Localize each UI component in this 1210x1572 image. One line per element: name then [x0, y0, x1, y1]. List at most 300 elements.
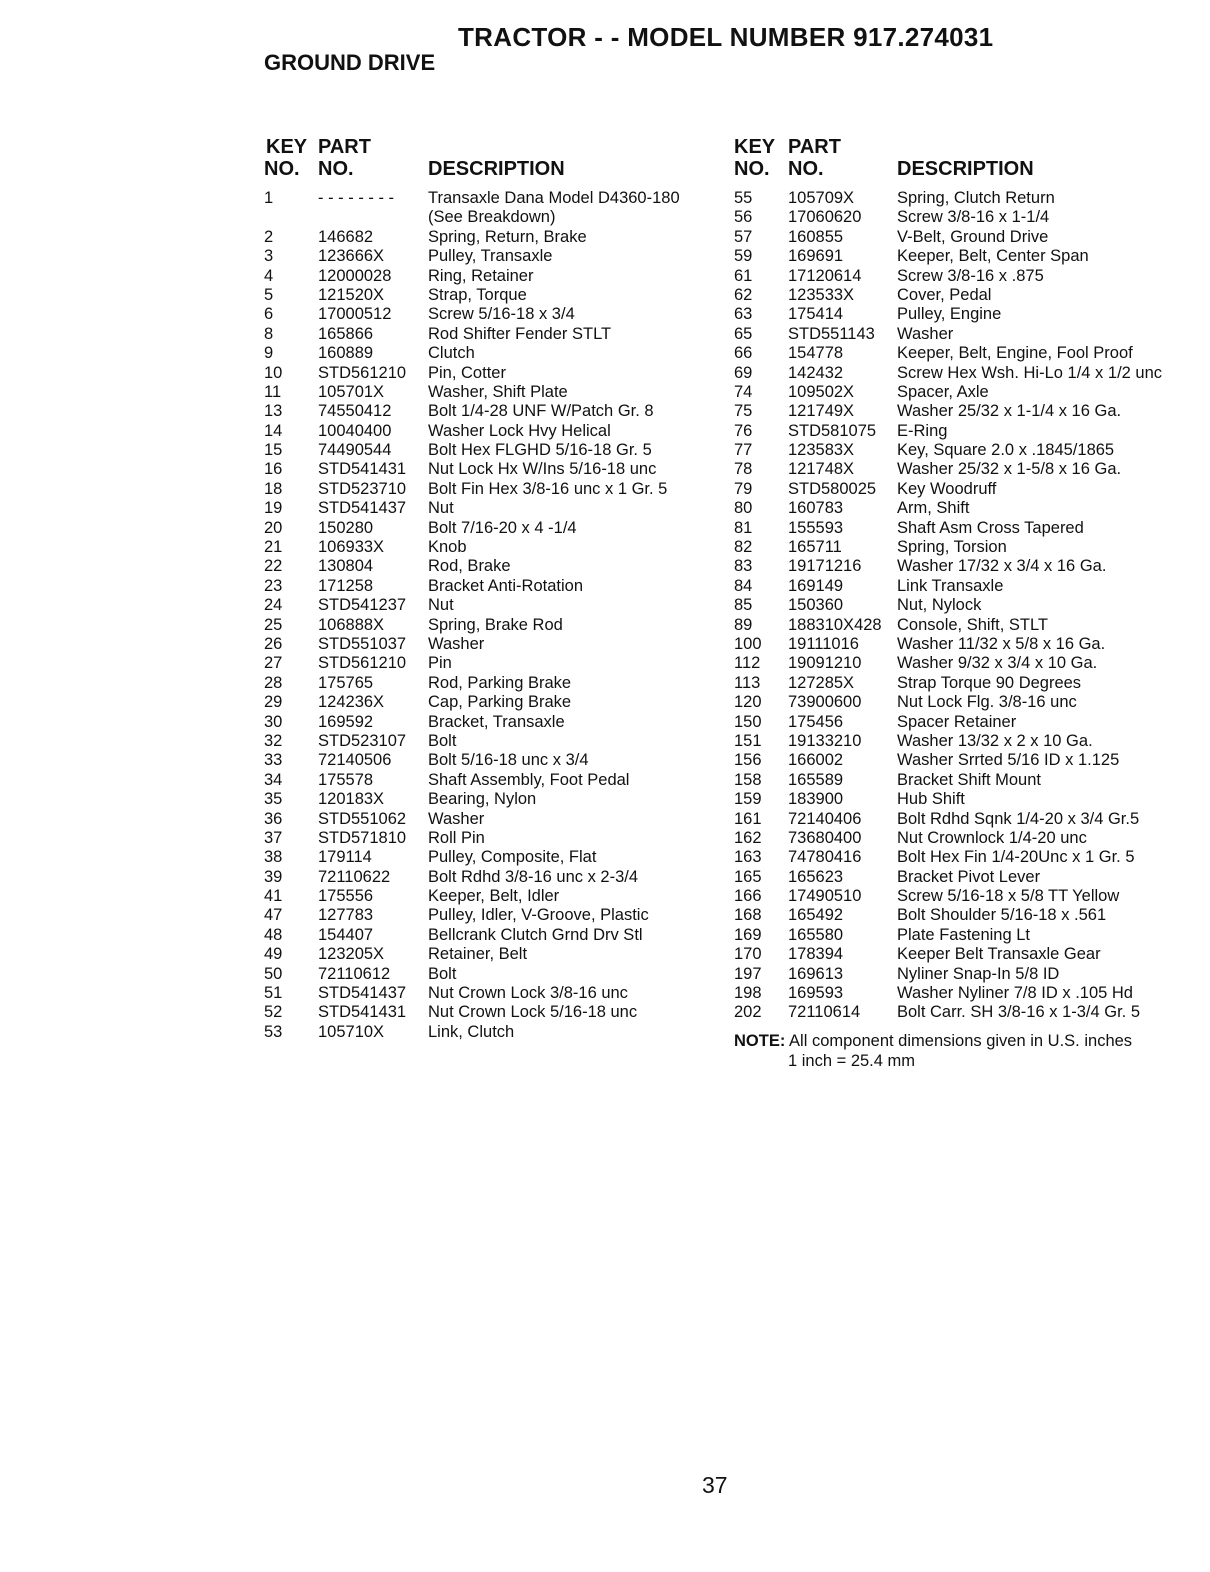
table-row — [734, 519, 1204, 538]
table-row — [734, 868, 1204, 887]
part-description: Nyliner Snap-In 5/8 ID — [897, 964, 1060, 983]
key-number: 57 — [734, 227, 753, 246]
table-row — [264, 480, 724, 499]
part-number: 109502X — [788, 382, 855, 401]
key-number: 78 — [734, 460, 753, 479]
part-number: 127285X — [788, 673, 855, 692]
part-description: Console, Shift, STLT — [897, 615, 1049, 634]
part-number: 19111016 — [788, 634, 859, 653]
part-description: Pulley, Idler, V-Groove, Plastic — [428, 906, 649, 925]
part-description: Washer 9/32 x 3/4 x 10 Ga. — [897, 654, 1098, 673]
part-number: 121520X — [318, 285, 385, 304]
key-number: 34 — [264, 770, 283, 789]
table-row — [264, 1023, 724, 1042]
table-row — [264, 906, 724, 925]
table-row — [734, 654, 1204, 673]
key-number: 52 — [264, 1003, 283, 1022]
part-description: Pin — [428, 654, 452, 673]
part-number: 150280 — [318, 518, 374, 537]
part-number: STD551062 — [318, 809, 407, 828]
note-conversion: 1 inch = 25.4 mm — [788, 1051, 916, 1070]
key-number: 27 — [264, 654, 283, 673]
key-number: 65 — [734, 324, 753, 343]
key-number: 162 — [734, 828, 762, 847]
part-number: 165580 — [788, 925, 844, 944]
section-title: GROUND DRIVE — [264, 50, 436, 75]
key-number: 151 — [734, 731, 762, 750]
part-number: 12000028 — [318, 266, 392, 285]
table-row — [734, 499, 1204, 518]
table-row — [264, 519, 724, 538]
part-number: 175578 — [318, 770, 374, 789]
part-number: STD571810 — [318, 828, 407, 847]
key-number: 38 — [264, 848, 283, 867]
key-number: 37 — [264, 828, 283, 847]
part-number: STD523107 — [318, 731, 407, 750]
part-description: Spring, Return, Brake — [428, 227, 587, 246]
table-row — [264, 402, 724, 421]
part-number: STD541431 — [318, 1003, 407, 1022]
part-description: Clutch — [428, 344, 475, 363]
part-number: 73900600 — [788, 693, 862, 712]
part-description: Pin, Cotter — [428, 363, 506, 382]
part-description: Screw 5/16-18 x 5/8 TT Yellow — [897, 887, 1120, 906]
key-number: 84 — [734, 576, 753, 595]
part-number: 160783 — [788, 499, 844, 518]
part-description: Screw 3/8-16 x 1-1/4 — [897, 208, 1050, 227]
header-key: KEY — [734, 136, 776, 158]
part-description: Washer Nyliner 7/8 ID x .105 Hd — [897, 984, 1133, 1003]
parts-list — [734, 189, 1204, 1023]
table-row — [264, 422, 724, 441]
part-number: 155593 — [788, 518, 844, 537]
part-number: 123533X — [788, 285, 855, 304]
table-row — [264, 383, 724, 402]
key-number: 202 — [734, 1003, 762, 1022]
part-number: 121749X — [788, 402, 855, 421]
part-number: 169613 — [788, 964, 844, 983]
part-number: 165866 — [318, 324, 374, 343]
part-description: Spring, Clutch Return — [897, 189, 1055, 207]
table-row — [734, 945, 1204, 964]
part-number: 124236X — [318, 693, 385, 712]
key-number: 120 — [734, 693, 762, 712]
table-row — [734, 674, 1204, 693]
key-number: 113 — [734, 673, 761, 692]
key-number: 3 — [264, 247, 274, 266]
part-description: E-Ring — [897, 421, 948, 440]
part-description: Bracket Shift Mount — [897, 770, 1041, 789]
parts-table-left — [264, 136, 724, 1042]
key-number: 69 — [734, 363, 753, 382]
table-row — [264, 441, 724, 460]
key-number: 66 — [734, 344, 753, 363]
table-row — [264, 616, 724, 635]
table-row — [264, 674, 724, 693]
part-description: Cover, Pedal — [897, 285, 992, 304]
part-description: Bolt — [428, 964, 457, 983]
key-number: 1 — [264, 189, 274, 207]
part-number: STD580025 — [788, 479, 877, 498]
table-row — [264, 499, 724, 518]
key-number: 158 — [734, 770, 762, 789]
table-row — [734, 422, 1204, 441]
part-description: Bracket, Transaxle — [428, 712, 565, 731]
header-part-no: NO. — [318, 158, 354, 180]
key-number: 166 — [734, 887, 762, 906]
part-number: 171258 — [318, 576, 374, 595]
part-description: Keeper, Belt, Engine, Fool Proof — [897, 344, 1133, 363]
key-number: 47 — [264, 906, 283, 925]
table-row — [734, 829, 1204, 848]
part-description: Bolt Rdhd Sqnk 1/4-20 x 3/4 Gr.5 — [897, 809, 1140, 828]
key-number: 5 — [264, 285, 274, 304]
part-number: 169149 — [788, 576, 844, 595]
part-number: STD523710 — [318, 479, 407, 498]
table-row — [734, 887, 1204, 906]
part-description: Keeper, Belt, Center Span — [897, 247, 1089, 266]
key-number: 13 — [264, 402, 283, 421]
part-number: 146682 — [318, 227, 374, 246]
key-number: 163 — [734, 848, 762, 867]
table-row — [264, 325, 724, 344]
part-number: 72110612 — [318, 964, 391, 983]
key-number: 32 — [264, 731, 283, 750]
key-number: 198 — [734, 984, 762, 1003]
key-number: 81 — [734, 518, 753, 537]
header-part: PART — [318, 136, 371, 158]
part-number: 121748X — [788, 460, 855, 479]
part-description: Strap Torque 90 Degrees — [897, 673, 1082, 692]
key-number: 165 — [734, 867, 762, 886]
key-number: 18 — [264, 479, 283, 498]
table-row — [734, 208, 1204, 227]
part-number: 17060620 — [788, 208, 862, 227]
part-number: 183900 — [788, 790, 844, 809]
part-number: 169593 — [788, 984, 844, 1003]
table-row — [734, 402, 1204, 421]
key-number: 28 — [264, 673, 283, 692]
part-description: Spring, Brake Rod — [428, 615, 563, 634]
table-row — [264, 228, 724, 247]
part-number: 105701X — [318, 382, 385, 401]
part-number: 154407 — [318, 925, 374, 944]
key-number: 16 — [264, 460, 283, 479]
key-number: 168 — [734, 906, 762, 925]
key-number: 56 — [734, 208, 753, 227]
key-number: 79 — [734, 479, 753, 498]
key-number: 100 — [734, 634, 762, 653]
part-number: - - - - - - - - — [318, 189, 395, 207]
part-description: Bolt — [428, 731, 457, 750]
table-row — [734, 364, 1204, 383]
key-number: 39 — [264, 867, 283, 886]
part-description: Bolt 7/16-20 x 4 -1/4 — [428, 518, 577, 537]
part-number: 17490510 — [788, 887, 862, 906]
note-text: All component dimensions given in U.S. inches — [789, 1031, 1133, 1050]
table-row — [264, 189, 724, 208]
part-description: Key, Square 2.0 x .1845/1865 — [897, 441, 1115, 460]
key-number: 26 — [264, 634, 283, 653]
part-number: 160855 — [788, 227, 844, 246]
key-number: 51 — [264, 984, 283, 1003]
part-number: STD551037 — [318, 634, 407, 653]
part-description: Bracket Pivot Lever — [897, 867, 1041, 886]
part-number: 106933X — [318, 538, 385, 557]
key-number: 22 — [264, 557, 283, 576]
key-number: 50 — [264, 964, 283, 983]
part-number: STD561210 — [318, 654, 407, 673]
key-number: 59 — [734, 247, 753, 266]
key-number: 62 — [734, 285, 753, 304]
part-description: Spacer, Axle — [897, 382, 989, 401]
table-row — [264, 984, 724, 1003]
key-number: 33 — [264, 751, 283, 770]
part-description: Bolt Rdhd 3/8-16 unc x 2-3/4 — [428, 867, 639, 886]
table-row — [264, 596, 724, 615]
part-description: Bolt Fin Hex 3/8-16 unc x 1 Gr. 5 — [428, 479, 668, 498]
table-row — [734, 984, 1204, 1003]
key-number: 82 — [734, 538, 753, 557]
part-description: Keeper, Belt, Idler — [428, 887, 560, 906]
part-number: 178394 — [788, 945, 844, 964]
table-row — [264, 286, 724, 305]
part-description: Nut Crownlock 1/4-20 unc — [897, 828, 1087, 847]
table-row — [264, 557, 724, 576]
table-row — [734, 965, 1204, 984]
header-key: KEY — [266, 136, 308, 158]
table-row — [264, 247, 724, 266]
table-row — [264, 790, 724, 809]
part-description: Washer, Shift Plate — [428, 382, 568, 401]
table-row — [264, 1003, 724, 1022]
part-description: Bearing, Nylon — [428, 790, 537, 809]
part-number: 19091210 — [788, 654, 862, 673]
key-number: 169 — [734, 925, 762, 944]
part-number: 142432 — [788, 363, 844, 382]
key-number: 19 — [264, 499, 283, 518]
key-number: 24 — [264, 596, 283, 615]
part-number: 123205X — [318, 945, 385, 964]
table-row — [264, 635, 724, 654]
key-number: 21 — [264, 538, 283, 557]
key-number: 4 — [264, 266, 274, 285]
part-description: Washer Srrted 5/16 ID x 1.125 — [897, 751, 1120, 770]
part-number: 123666X — [318, 247, 385, 266]
part-description: Knob — [428, 538, 467, 557]
part-description: Spacer Retainer — [897, 712, 1017, 731]
part-number: 166002 — [788, 751, 844, 770]
part-number: 169691 — [788, 247, 844, 266]
part-number: STD561210 — [318, 363, 407, 382]
part-number: 123583X — [788, 441, 855, 460]
page-title: TRACTOR - - MODEL NUMBER 917.274031 — [458, 22, 994, 52]
part-description: Screw 5/16-18 x 3/4 — [428, 305, 575, 324]
part-number: 165623 — [788, 867, 844, 886]
part-description: Transaxle Dana Model D4360-180 — [428, 189, 680, 207]
key-number: 170 — [734, 945, 762, 964]
part-description: Arm, Shift — [897, 499, 970, 518]
table-row — [264, 208, 724, 227]
part-description: Nut Lock Hx W/Ins 5/16-18 unc — [428, 460, 657, 479]
part-number: 165711 — [788, 538, 842, 557]
table-row — [264, 693, 724, 712]
key-number: 49 — [264, 945, 283, 964]
table-row — [264, 887, 724, 906]
key-number: 112 — [734, 654, 761, 673]
part-number: 19133210 — [788, 731, 862, 750]
part-number: STD541431 — [318, 460, 407, 479]
part-description: V-Belt, Ground Drive — [897, 227, 1049, 246]
key-number: 75 — [734, 402, 753, 421]
key-number: 25 — [264, 615, 283, 634]
table-row — [264, 364, 724, 383]
part-description: Plate Fastening Lt — [897, 925, 1030, 944]
table-row — [734, 344, 1204, 363]
part-number: 169592 — [318, 712, 374, 731]
header-description: DESCRIPTION — [428, 158, 565, 180]
part-number: 188310X428 — [788, 615, 882, 634]
table-row — [734, 790, 1204, 809]
part-description: Ring, Retainer — [428, 266, 534, 285]
key-number: 23 — [264, 576, 283, 595]
key-number: 53 — [264, 1022, 283, 1041]
key-number: 61 — [734, 266, 753, 285]
part-description: Bolt Carr. SH 3/8-16 x 1-3/4 Gr. 5 — [897, 1003, 1141, 1022]
part-number: 17000512 — [318, 305, 392, 324]
table-row — [734, 596, 1204, 615]
part-number: STD541437 — [318, 984, 407, 1003]
table-row — [734, 732, 1204, 751]
table-row — [734, 848, 1204, 867]
header-part: PART — [788, 136, 841, 158]
part-description: Screw Hex Wsh. Hi-Lo 1/4 x 1/2 unc — [897, 363, 1163, 382]
key-number: 9 — [264, 344, 274, 363]
part-description: Bolt 1/4-28 UNF W/Patch Gr. 8 — [428, 402, 654, 421]
part-description: Washer 25/32 x 1-1/4 x 16 Ga. — [897, 402, 1122, 421]
header-no: NO. — [264, 158, 300, 180]
part-description: Pulley, Composite, Flat — [428, 848, 597, 867]
parts-list — [264, 189, 724, 1042]
key-number: 6 — [264, 305, 274, 324]
part-description: Key Woodruff — [897, 479, 997, 498]
table-row — [734, 616, 1204, 635]
part-description: Pulley, Transaxle — [428, 247, 553, 266]
header-part-no: NO. — [788, 158, 824, 180]
key-number: 15 — [264, 441, 283, 460]
table-row — [734, 286, 1204, 305]
part-description: Nut — [428, 499, 454, 518]
key-number: 10 — [264, 363, 283, 382]
table-row — [264, 829, 724, 848]
key-number: 89 — [734, 615, 753, 634]
key-number: 85 — [734, 596, 753, 615]
part-number: 127783 — [318, 906, 374, 925]
part-description: Link Transaxle — [897, 576, 1004, 595]
key-number: 63 — [734, 305, 753, 324]
part-description: Pulley, Engine — [897, 305, 1002, 324]
table-row — [734, 267, 1204, 286]
table-row — [734, 441, 1204, 460]
table-row — [264, 460, 724, 479]
table-header — [264, 136, 724, 182]
part-number: STD551143 — [788, 324, 875, 343]
key-number: 2 — [264, 227, 274, 246]
key-number: 55 — [734, 189, 753, 207]
part-number: 130804 — [318, 557, 374, 576]
part-description: Nut Lock Flg. 3/8-16 unc — [897, 693, 1077, 712]
table-row — [734, 906, 1204, 925]
part-number: 105709X — [788, 189, 855, 207]
table-row — [264, 771, 724, 790]
parts-table-right — [734, 136, 1204, 1071]
part-number: 19171216 — [788, 557, 862, 576]
part-description: Spring, Torsion — [897, 538, 1007, 557]
part-description: Washer — [897, 324, 954, 343]
table-row — [734, 693, 1204, 712]
table-row — [264, 344, 724, 363]
part-number: STD541437 — [318, 499, 407, 518]
part-description: Washer 11/32 x 5/8 x 16 Ga. — [897, 634, 1106, 653]
part-description: Strap, Torque — [428, 285, 527, 304]
key-number: 76 — [734, 421, 753, 440]
part-description: Washer 25/32 x 1-5/8 x 16 Ga. — [897, 460, 1122, 479]
part-number: 73680400 — [788, 828, 862, 847]
part-description: Rod, Brake — [428, 557, 511, 576]
part-description: Washer — [428, 634, 485, 653]
table-row — [734, 305, 1204, 324]
table-row — [264, 945, 724, 964]
table-row — [264, 732, 724, 751]
part-description: (See Breakdown) — [428, 208, 556, 227]
part-number: 72110622 — [318, 867, 391, 886]
part-number: 150360 — [788, 596, 844, 615]
part-description: Nut Crown Lock 5/16-18 unc — [428, 1003, 638, 1022]
table-row — [264, 868, 724, 887]
part-number: 179114 — [318, 848, 372, 867]
part-description: Bolt Shoulder 5/16-18 x .561 — [897, 906, 1107, 925]
part-number: 165589 — [788, 770, 844, 789]
table-row — [264, 654, 724, 673]
key-number: 20 — [264, 518, 283, 537]
key-number: 161 — [734, 809, 762, 828]
key-number: 8 — [264, 324, 274, 343]
table-row — [264, 810, 724, 829]
page-number: 37 — [702, 1472, 728, 1498]
part-number: 175765 — [318, 673, 374, 692]
table-row — [734, 635, 1204, 654]
table-header — [734, 136, 1204, 182]
key-number: 150 — [734, 712, 762, 731]
part-description: Screw 3/8-16 x .875 — [897, 266, 1044, 285]
key-number: 80 — [734, 499, 753, 518]
part-description: Rod, Parking Brake — [428, 673, 572, 692]
part-number: 175556 — [318, 887, 374, 906]
part-number: 74780416 — [788, 848, 862, 867]
part-description: Nut Crown Lock 3/8-16 unc — [428, 984, 628, 1003]
part-number: 72140506 — [318, 751, 392, 770]
key-number: 11 — [264, 382, 282, 401]
table-row — [734, 713, 1204, 732]
key-number: 197 — [734, 964, 762, 983]
part-number: 175456 — [788, 712, 844, 731]
part-number: 74550412 — [318, 402, 392, 421]
key-number: 77 — [734, 441, 753, 460]
part-description: Washer Lock Hvy Helical — [428, 421, 611, 440]
table-row — [734, 325, 1204, 344]
table-row — [734, 926, 1204, 945]
part-description: Shaft Asm Cross Tapered — [897, 518, 1084, 537]
